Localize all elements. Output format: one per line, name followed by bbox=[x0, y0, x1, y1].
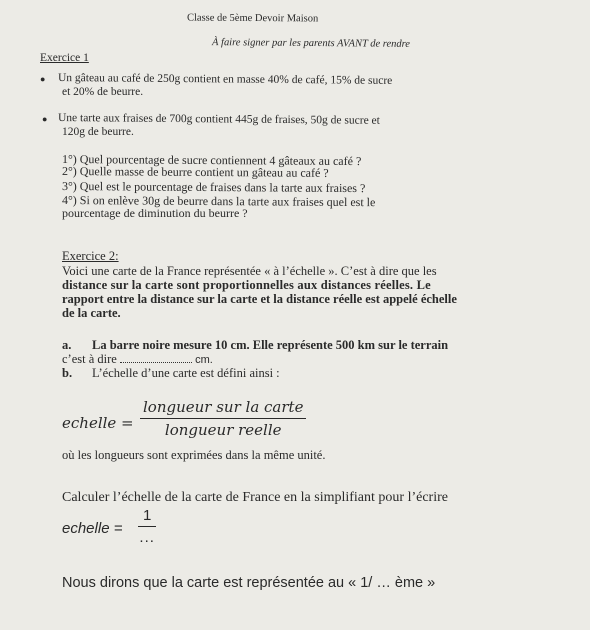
bullet-icon: ● bbox=[40, 74, 46, 84]
exercise1-bullet2-line2: 120g de beurre. bbox=[62, 126, 134, 138]
exercise1-question-4-line2: pourcentage de diminution du beurre ? bbox=[62, 206, 248, 220]
part-a-text-content: La barre noire mesure 10 cm. Elle représente 500 km sur le terrain bbox=[92, 338, 449, 352]
exercise2-title: Exercice 2: bbox=[62, 249, 119, 263]
conclusion-text: Nous dirons que la carte est représentée au « 1/ … ème » bbox=[62, 575, 436, 591]
header-note: À faire signer par les parents AVANT de rendre bbox=[211, 37, 411, 50]
bullet-icon: ● bbox=[42, 114, 48, 124]
exercise1-question-1: 1°) Quel pourcentage de sucre contiennent 4 gâteaux au café ? bbox=[61, 152, 362, 169]
answer-blank[interactable] bbox=[120, 353, 192, 363]
exercise1-question-2: 2°) Quelle masse de beurre contient un gâteau au café ? bbox=[61, 164, 329, 180]
calc-numerator: 1 bbox=[138, 507, 156, 527]
exercise2-intro-line4: de la carte. bbox=[62, 306, 121, 320]
exercise2-intro-line2: distance sur la carte sont proportionnelles aux distances réelles. Le bbox=[62, 278, 431, 292]
part-a-line2-unit: cm. bbox=[195, 354, 213, 366]
part-b-text: L’échelle d’une carte est défini ainsi : bbox=[92, 366, 280, 380]
exercise2-intro-line3: rapport entre la distance sur la carte et la distance réelle est appelé échelle bbox=[62, 292, 457, 306]
part-a-label: a. bbox=[62, 338, 72, 352]
formula-numerator: longueur sur la carte bbox=[140, 398, 306, 419]
calc-denominator[interactable]: ... bbox=[139, 529, 155, 546]
exercise1-question-4-line1: 4°) Si on enlève 30g de beurre dans la tarte aux fraises quel est le bbox=[61, 193, 376, 210]
calc-instruction: Calculer l’échelle de la carte de France en la simplifiant pour l’écrire bbox=[62, 490, 448, 505]
formula-lhs: echelle = bbox=[62, 414, 134, 432]
units-note: où les longueurs sont exprimées dans la même unité. bbox=[62, 448, 326, 462]
part-a-line2-start: c’est à dire bbox=[62, 352, 117, 366]
calc-lhs: echelle = bbox=[62, 520, 123, 537]
exercise1-bullet1-line1: Un gâteau au café de 250g contient en masse 40% de café, 15% de sucre bbox=[57, 72, 393, 87]
formula-fraction bbox=[140, 398, 306, 439]
part-a-text bbox=[92, 338, 448, 352]
formula-denominator: longueur reelle bbox=[164, 421, 282, 439]
part-a-line2 bbox=[62, 352, 213, 367]
header-title: Classe de 5ème Devoir Maison bbox=[186, 12, 319, 25]
exercise1-bullet1-line2: et 20% de beurre. bbox=[62, 86, 144, 98]
exercise1-question-3: 3°) Quel est le pourcentage de fraises dans la tarte aux fraises ? bbox=[61, 179, 366, 196]
exercise1-title: Exercice 1 bbox=[40, 52, 89, 64]
part-b-label: b. bbox=[62, 366, 73, 380]
calc-fraction bbox=[138, 507, 156, 546]
exercise2-intro-line1: Voici une carte de la France représentée « à l’échelle ». C’est à dire que les bbox=[62, 264, 437, 278]
exercise1-bullet2-line1: Une tarte aux fraises de 700g contient 445g de fraises, 50g de sucre et bbox=[57, 112, 380, 127]
